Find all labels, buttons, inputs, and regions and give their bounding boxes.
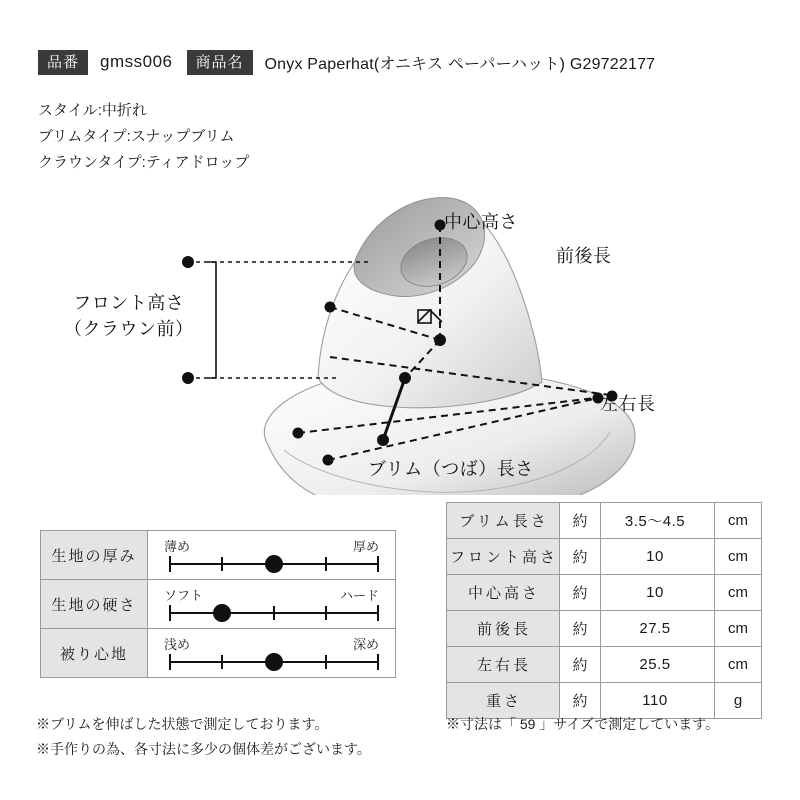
brim-length-point-outer — [377, 434, 389, 446]
spec-style: スタイル:中折れ — [38, 102, 147, 119]
scale-end-left-fit: 浅め — [164, 637, 191, 652]
meas-label-front-height: フロント高さ — [447, 539, 560, 575]
hat-diagram — [0, 150, 800, 495]
notes-right — [446, 712, 719, 737]
product-name-value: Onyx Paperhat(オニキス ペーパーハット) G29722177 — [264, 55, 656, 73]
table-row — [447, 503, 762, 539]
scale-name-thickness: 生地の厚み — [41, 531, 148, 580]
table-row — [41, 580, 396, 629]
product-name-label: 商品名 — [187, 50, 253, 75]
label-front-height-line1: フロント高さ — [73, 293, 185, 313]
meas-approx-front-back: 約 — [560, 611, 601, 647]
meas-approx-left-right: 約 — [560, 647, 601, 683]
meas-unit-weight: g — [715, 683, 762, 719]
table-row — [447, 539, 762, 575]
scale-track-thickness — [148, 532, 400, 578]
table-row — [41, 531, 396, 580]
scale-end-right-thickness: 厚め — [352, 539, 379, 554]
meas-approx-center-height: 約 — [560, 575, 601, 611]
meas-value-weight: 110 — [601, 683, 715, 719]
meas-value-front-back: 27.5 — [601, 611, 715, 647]
table-row — [41, 629, 396, 678]
meas-unit-brim: cm — [715, 503, 762, 539]
scale-cell-thickness — [148, 531, 396, 580]
label-front-back: 前後長 — [556, 246, 612, 266]
scale-marker-fit — [265, 653, 283, 671]
product-code-label: 品番 — [38, 50, 88, 75]
scale-track-stiffness — [148, 581, 400, 627]
note-brim-stretch: ※ブリムを伸ばした状態で測定しております。 — [36, 716, 329, 732]
scale-name-fit: 被り心地 — [41, 629, 148, 678]
table-row — [447, 575, 762, 611]
table-row — [447, 611, 762, 647]
scale-end-left-thickness: 薄め — [164, 539, 191, 554]
scale-end-left-stiffness: ソフト — [164, 588, 204, 603]
product-code-value: gmss006 — [100, 52, 173, 71]
feel-scale-table — [40, 530, 396, 678]
meas-approx-weight: 約 — [560, 683, 601, 719]
scale-track-fit — [148, 630, 400, 676]
scale-cell-fit — [148, 629, 396, 678]
spec-crown-type: クラウンタイプ:ティアドロップ — [38, 154, 250, 171]
front-height-bracket — [208, 262, 216, 378]
measurement-table — [446, 502, 762, 719]
meas-value-front-height: 10 — [601, 539, 715, 575]
product-header — [38, 48, 669, 76]
meas-unit-center-height: cm — [715, 575, 762, 611]
meas-unit-front-height: cm — [715, 539, 762, 575]
meas-label-center-height: 中心高さ — [447, 575, 560, 611]
meas-approx-front-height: 約 — [560, 539, 601, 575]
front-back-point-a — [323, 455, 334, 466]
meas-label-brim: ブリム長さ — [447, 503, 560, 539]
meas-unit-front-back: cm — [715, 611, 762, 647]
label-front-height — [64, 290, 194, 342]
left-right-point-a — [293, 428, 304, 439]
label-front-height-line2: （クラウン前） — [64, 319, 194, 339]
label-left-right: 左右長 — [600, 394, 656, 414]
scale-end-right-stiffness: ハード — [339, 588, 379, 603]
scale-marker-stiffness — [213, 604, 231, 622]
note-handmade: ※手作りの為、各寸法に多少の個体差がございます。 — [36, 741, 371, 757]
note-size-basis: ※寸法は「 59 」サイズで測定しています。 — [446, 716, 720, 732]
scale-end-right-fit: 深め — [352, 637, 379, 652]
meas-approx-brim: 約 — [560, 503, 601, 539]
table-row — [447, 647, 762, 683]
meas-value-center-height: 10 — [601, 575, 715, 611]
scale-marker-thickness — [265, 555, 283, 573]
meas-unit-left-right: cm — [715, 647, 762, 683]
meas-value-left-right: 25.5 — [601, 647, 715, 683]
meas-label-left-right: 左右長 — [447, 647, 560, 683]
meas-value-brim: 3.5〜4.5 — [601, 503, 715, 539]
scale-name-stiffness: 生地の硬さ — [41, 580, 148, 629]
scale-cell-stiffness — [148, 580, 396, 629]
meas-label-front-back: 前後長 — [447, 611, 560, 647]
meas-label-weight: 重さ — [447, 683, 560, 719]
spec-brim-type: ブリムタイプ:スナップブリム — [38, 128, 235, 145]
notes-left — [36, 712, 371, 762]
label-brim-length: ブリム（つば）長さ — [368, 459, 534, 479]
label-center-height: 中心高さ — [444, 212, 518, 232]
